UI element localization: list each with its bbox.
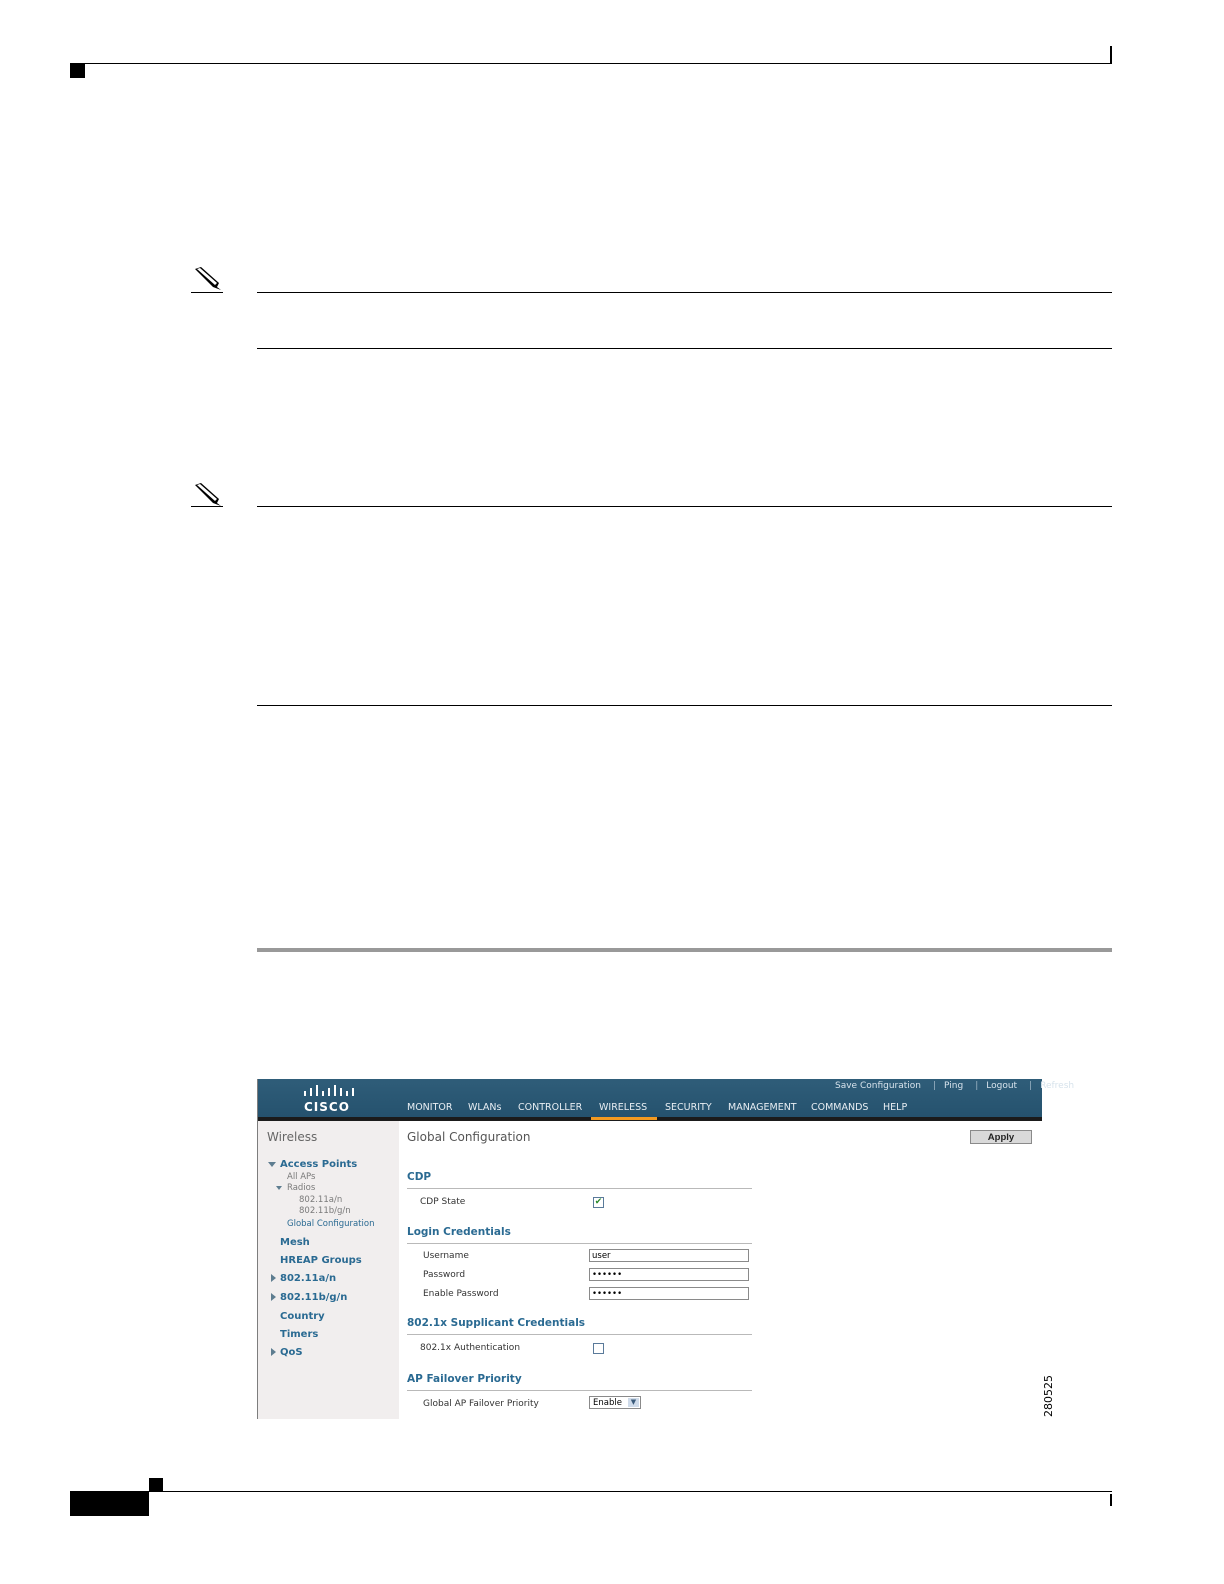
sidebar-item-country[interactable]: Country [280, 1311, 325, 1322]
section-ap-failover-priority: AP Failover Priority [407, 1373, 522, 1385]
username-field[interactable]: user [589, 1249, 749, 1262]
procedure-rule [257, 948, 1112, 952]
cdp-state-checkbox[interactable]: ✔ [594, 1197, 603, 1207]
footer-rule [70, 1491, 1112, 1492]
section-cdp: CDP [407, 1171, 432, 1183]
section-divider [407, 1188, 752, 1189]
cisco-logo-icon [302, 1085, 362, 1099]
nav-commands[interactable]: COMMANDS [811, 1102, 869, 1113]
enable-password-field[interactable]: •••••• [589, 1287, 749, 1300]
cdp-state-label: CDP State [420, 1197, 466, 1207]
collapsed-arrow-icon [271, 1274, 276, 1282]
nav-help[interactable]: HELP [883, 1102, 908, 1113]
cisco-logo-text: CISCO [304, 1100, 350, 1114]
nav-wireless[interactable]: WIRELESS [599, 1102, 648, 1113]
logout-link[interactable]: Logout [986, 1081, 1018, 1091]
8021x-auth-checkbox[interactable] [593, 1343, 604, 1354]
nav-wlans[interactable]: WLANs [468, 1102, 502, 1113]
save-configuration-link[interactable]: Save Configuration [835, 1081, 921, 1091]
page-title: Global Configuration [407, 1130, 531, 1144]
sidebar-item-qos[interactable]: QoS [280, 1347, 303, 1358]
section-supplicant-credentials: 802.1x Supplicant Credentials [407, 1317, 586, 1329]
sidebar-item-global-config[interactable]: Global Configuration [287, 1219, 375, 1229]
sidebar-item-80211bgn[interactable]: 802.11b/g/n [280, 1292, 348, 1303]
section-divider [407, 1390, 752, 1391]
global-ap-failover-value: Enable [593, 1398, 622, 1408]
section-divider [407, 1243, 752, 1244]
header-tick [1110, 46, 1112, 64]
sidebar-item-mesh[interactable]: Mesh [280, 1237, 310, 1248]
note-rule-top [257, 506, 1112, 507]
collapsed-arrow-icon [271, 1348, 276, 1356]
sidebar-item-access-points[interactable]: Access Points [280, 1159, 358, 1170]
note-pencil-icon [191, 481, 223, 507]
top-bar [258, 1079, 1075, 1117]
expanded-arrow-icon [268, 1162, 276, 1167]
global-ap-failover-label: Global AP Failover Priority [423, 1399, 539, 1409]
sidebar [258, 1121, 399, 1419]
footer-page-tab [70, 1492, 149, 1516]
nav-management[interactable]: MANAGEMENT [728, 1102, 797, 1113]
nav-controller[interactable]: CONTROLLER [518, 1102, 583, 1113]
header-marker [70, 64, 85, 78]
sidebar-item-80211an[interactable]: 802.11a/n [280, 1273, 337, 1284]
figure-id: 280525 [1042, 1375, 1055, 1417]
8021x-auth-label: 802.1x Authentication [420, 1343, 521, 1353]
global-ap-failover-select[interactable] [589, 1396, 641, 1409]
ping-link[interactable]: Ping [944, 1081, 964, 1091]
note-rule-top [257, 292, 1112, 293]
section-divider [407, 1334, 752, 1335]
nav-security[interactable]: SECURITY [665, 1102, 712, 1113]
footer-tick [1110, 1494, 1112, 1506]
sidebar-item-timers[interactable]: Timers [280, 1329, 319, 1340]
sidebar-title: Wireless [267, 1130, 318, 1144]
footer-marker [149, 1478, 163, 1492]
sidebar-item-hreap-groups[interactable]: HREAP Groups [280, 1255, 362, 1266]
section-login-credentials: Login Credentials [407, 1226, 511, 1238]
username-label: Username [423, 1251, 469, 1261]
password-label: Password [423, 1270, 466, 1280]
note-pencil-icon [191, 265, 223, 291]
note-rule-bottom [257, 348, 1112, 349]
enable-password-label: Enable Password [423, 1289, 499, 1299]
sidebar-item-radio-bg[interactable]: 802.11b/g/n [299, 1206, 351, 1216]
expanded-arrow-icon [276, 1186, 282, 1190]
header-rule [70, 63, 1112, 64]
password-field[interactable]: •••••• [589, 1268, 749, 1281]
nav-monitor[interactable]: MONITOR [407, 1102, 453, 1113]
refresh-link[interactable]: Refresh [1040, 1081, 1075, 1091]
top-links: Save Configuration | Ping | Logout | Refresh [835, 1081, 1075, 1091]
apply-button[interactable]: Apply [970, 1130, 1032, 1144]
note-rule-bottom [257, 705, 1112, 706]
chevron-down-icon[interactable]: ▼ [628, 1398, 639, 1407]
collapsed-arrow-icon [271, 1293, 276, 1301]
sidebar-item-radios[interactable]: Radios [287, 1183, 316, 1193]
active-tab-indicator [591, 1117, 657, 1120]
sidebar-item-all-aps[interactable]: All APs [287, 1172, 316, 1182]
sidebar-item-radio-a[interactable]: 802.11a/n [299, 1195, 343, 1205]
